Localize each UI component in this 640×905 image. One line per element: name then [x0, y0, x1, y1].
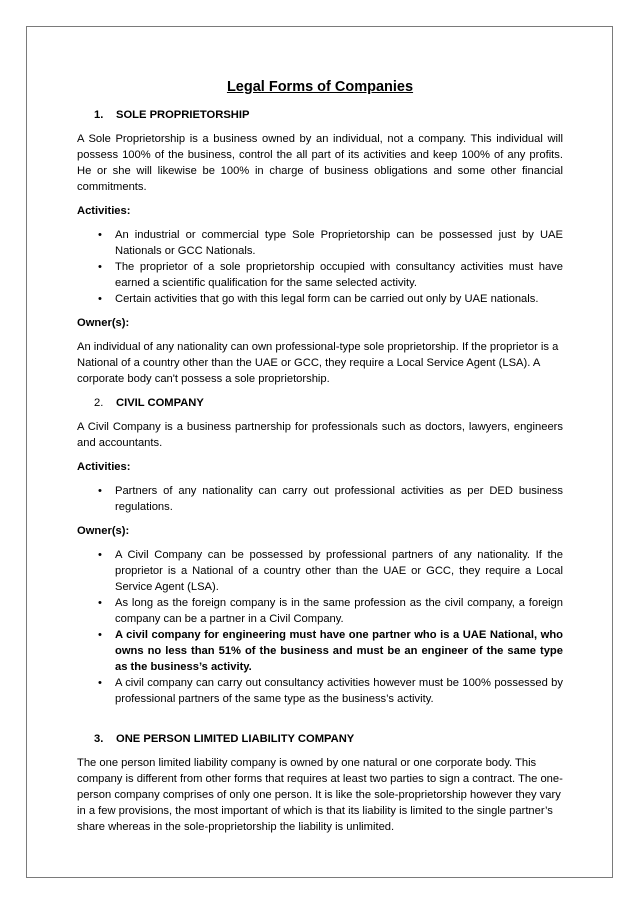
section-heading-civil-company	[77, 395, 563, 411]
bullet-icon: •	[98, 629, 102, 641]
list-item: • Certain activities that go with this legal form can be carried out only by UAE nationals.	[77, 291, 563, 307]
section-title: SOLE PROPRIETORSHIP	[116, 109, 250, 121]
owners-label: Owner(s):	[77, 317, 130, 329]
section-intro: A Sole Proprietorship is a business owned by an individual, not a company. This individual will possess 100% of the business, control the all part of its activities and keep 100% of any profits. He or she will likewise be 100% in charge of business obligations and some other financial commitments.	[77, 133, 563, 193]
list-item: • As long as the foreign company is in the same profession as the civil company, a foreign company can be a partner in a Civil Company.	[77, 595, 563, 627]
section-intro: A Civil Company is a business partnership for professionals such as doctors, lawyers, engineers and accountants.	[77, 421, 563, 449]
activities-list	[77, 227, 563, 307]
bullet-icon: •	[98, 293, 102, 305]
activities-list	[77, 483, 563, 515]
list-item: • A Civil Company can be possessed by professional partners of any nationality. If the proprietor is a National of a country other than the UAE or GCC, they require a Local Service Agent (LSA).	[77, 547, 563, 595]
bullet-icon: •	[98, 677, 102, 689]
section-title: ONE PERSON LIMITED LIABILITY COMPANY	[116, 733, 355, 745]
bullet-icon: •	[98, 229, 102, 241]
owners-label: Owner(s):	[77, 525, 130, 537]
section-number: 2.	[94, 397, 104, 409]
document-body	[77, 78, 563, 843]
bullet-icon: •	[98, 485, 102, 497]
activities-label: Activities:	[77, 205, 131, 217]
bullet-icon: •	[98, 549, 102, 561]
activities-label: Activities:	[77, 461, 131, 473]
section-intro: The one person limited liability company is owned by one natural or one corporate body. This company is different from other forms that requires at least two parties to sign a contract. The one-person company comprises of only one person. It is like the sole-proprietorship however they vary in a few provisions, the most important of which is that its liability is limited to the single partner’s share whereas in the sole-proprietorship the liability is unlimited.	[77, 757, 563, 833]
list-item: • The proprietor of a sole proprietorship occupied with consultancy activities must have earned a scientific qualification for the same selected activity.	[77, 259, 563, 291]
section-heading-one-person-llc	[77, 731, 563, 747]
page-title: Legal Forms of Companies	[226, 79, 414, 95]
bullet-icon: •	[98, 597, 102, 609]
section-heading-sole-proprietorship	[77, 107, 563, 123]
list-item: • An industrial or commercial type Sole Proprietorship can be possessed just by UAE Nationals or GCC Nationals.	[77, 227, 563, 259]
section-number: 1.	[94, 109, 104, 121]
list-item: • A civil company can carry out consultancy activities however must be 100% possessed by professional partners of the same type as the business’s activity.	[77, 675, 563, 707]
list-item: • Partners of any nationality can carry out professional activities as per DED business regulations.	[77, 483, 563, 515]
section-title: CIVIL COMPANY	[116, 397, 204, 409]
section-number: 3.	[94, 733, 104, 745]
owners-list	[77, 547, 563, 707]
owners-text: An individual of any nationality can own professional-type sole proprietorship. If the proprietor is a National of a country other than the UAE or GCC, they require a Local Service Agent (LSA). A corporate body can't possess a sole proprietorship.	[77, 341, 559, 385]
list-item: • A civil company for engineering must have one partner who is a UAE National, who owns no less than 51% of the business and must be an engineer of the same type as the business’s activity.	[77, 627, 563, 675]
bullet-icon: •	[98, 261, 102, 273]
